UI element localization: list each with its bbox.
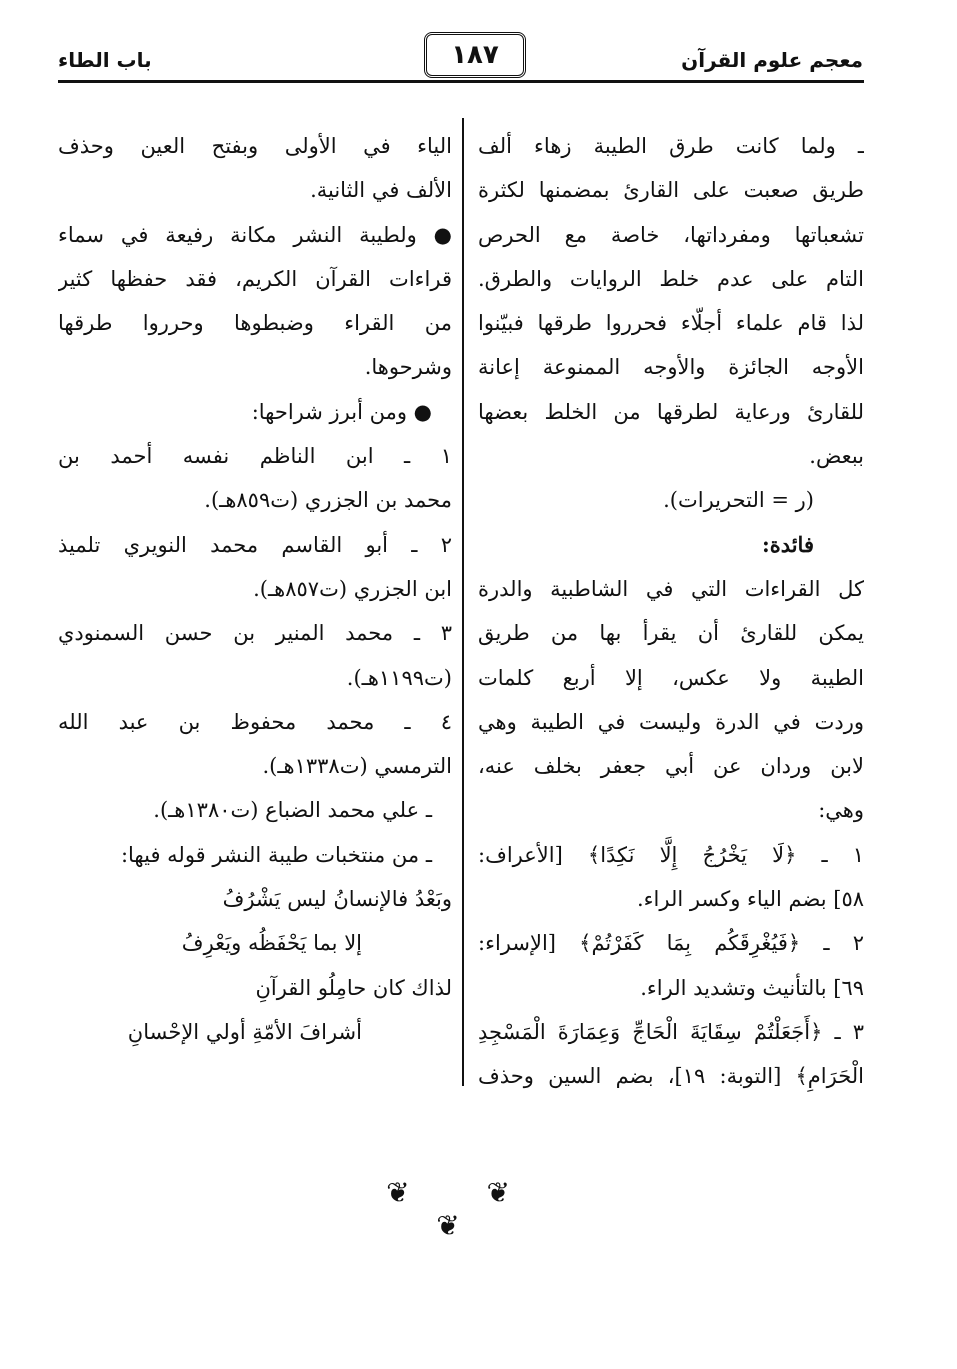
text-line: ببعض. [809, 444, 864, 469]
text-line: الْحَرَامِ﴾ [التوبة: ١٩]، بضم السين وحذف [478, 1064, 864, 1089]
list-item: ٣ ـ محمد المنير بن حسن السمنودي [58, 621, 452, 646]
text-line: لذا قام علماء أجلّاء فحرروا طرقها فبيّنوا [478, 311, 864, 336]
header-rule [58, 80, 864, 83]
poem-line: أشرافَ الأمّةِ أولي الإحْسانِ [127, 1019, 362, 1044]
bullet-line: ● ومن أبرز شراحها: [251, 399, 432, 424]
text-line: الطيبة ولا عكس، إلا أربع كلمات [478, 665, 864, 690]
poem-line: إلا بما يَحْفَظُه ويَعْرِفُ [181, 931, 362, 956]
poem-line: وبَعْدُ فالإنسانُ ليس يَشْرُفُ [222, 887, 452, 912]
text-line: قراءات القرآن الكريم، فقد حفظها كثير [58, 266, 452, 291]
text-line: محمد بن الجزري (ت٨٥٩هـ). [204, 488, 452, 513]
text-line: لابن وردان عن أبي جعفر بخلف عنه، [478, 754, 864, 779]
text-line: من القراء وضبطوها وحرروا طرقها [58, 311, 452, 336]
verse-line: ٣ ـ ﴿أَجَعَلْتُمْ سِقَايَةَ الْحَاجِّ وَعِمَارَةَ الْمَسْجِدِ [478, 1019, 864, 1044]
text-line: تشعباتها ومفرداتها، خاصة مع الحرص [478, 222, 864, 247]
text-line: الياء في الأولى وبفتح العين وحذف [58, 134, 452, 158]
text-line: للقارئ ورعاية لطرقها من الخلط بعضها [478, 399, 864, 424]
text-line: الترمسي (ت١٣٣٨هـ). [262, 754, 452, 779]
text-line: ـ ولما كانت طرق الطيبة زهاء ألف [478, 134, 864, 158]
verse-line: ١ ـ ﴿لَا يَخْرُجُ إِلَّا نَكِدًا﴾ [الأعراف: [478, 842, 864, 867]
poem-line: لذاك كان حامِلُو القرآنِ [255, 975, 452, 1000]
list-item: ١ ـ ابن الناظم نفسه أحمد بن [58, 444, 452, 469]
text-line: يمكن للقارئ أن يقرأ بها من طريق [478, 621, 864, 646]
text-line: وهي: [818, 798, 864, 823]
verse-line: ٢ ـ ﴿فَيُغْرِقَكُم بِمَا كَفَرْتُمْ﴾ [الإسراء: [478, 931, 864, 956]
section-heading: فائدة: [761, 531, 814, 557]
footer-ornament: ❦ ❦ ❦ [386, 1176, 544, 1242]
right-column [478, 124, 864, 1099]
text-line: ابن الجزري (ت٨٥٧هـ). [253, 576, 452, 601]
chapter-title: باب الطاء [58, 48, 152, 72]
bullet-line: ● ولطيبة النشر مكانة رفيعة في سماء [58, 222, 452, 247]
cross-reference: (ر = التحريرات). [663, 488, 814, 513]
text-line: ٦٩] بالتأنيث وتشديد الراء. [640, 975, 864, 1000]
text-line: وردت في الدرة وليست في الطيبة وهي [478, 709, 864, 734]
text-line: الألف في الثانية. [310, 178, 452, 203]
left-column [58, 124, 452, 1054]
list-item: ٢ ـ أبو القاسم محمد النويري تلميذ [58, 532, 452, 557]
list-item: ٤ ـ محمد محفوظ بن عبد الله [58, 709, 452, 734]
text-line: طريق صعبت على القارئ بمضمنها لكثرة [478, 178, 864, 203]
text-line: (ت١١٩٩هـ). [346, 665, 452, 690]
book-title: معجم علوم القرآن [681, 48, 863, 72]
text-line: الأوجه الجائزة والأوجه الممنوعة إعانة [478, 355, 864, 380]
text-line: كل القراءات التي في الشاطبية والدرة [478, 576, 864, 601]
text-line: التام على عدم خلط الروايات والطرق. [478, 266, 864, 291]
list-item: ـ علي محمد الضباع (ت١٣٨٠هـ). [153, 798, 432, 823]
page-number: ١٨٧ [424, 32, 526, 78]
text-line: وشرحوها. [364, 355, 452, 380]
column-divider [462, 118, 464, 1086]
text-line: ـ من منتخبات طيبة النشر قوله فيها: [120, 842, 432, 867]
text-line: ٥٨] بضم الياء وكسر الراء. [637, 887, 864, 912]
